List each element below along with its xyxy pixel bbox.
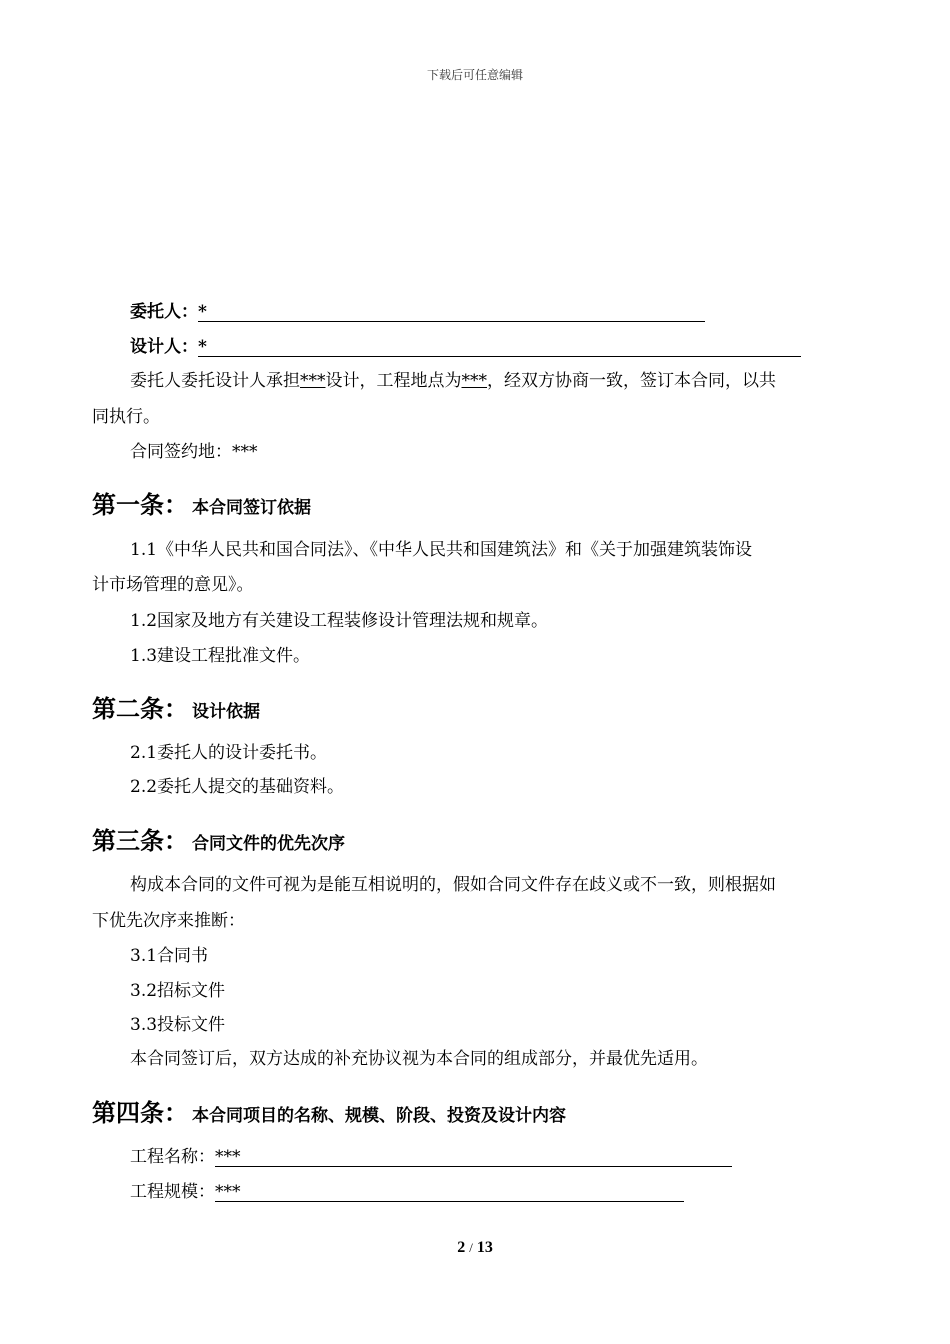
article-3-number: 第三条： — [92, 826, 188, 855]
article-3-line-1: 构成本合同的文件可视为是能互相说明的，假如合同文件存在歧义或不一致，则根据如 — [130, 875, 776, 895]
page-header-note: 下载后可任意编辑 — [426, 68, 523, 82]
project-scale-line — [130, 1181, 684, 1203]
article-3-title: 合同文件的优先次序 — [192, 834, 345, 854]
article-4-number: 第四条： — [92, 1098, 188, 1127]
article-3-line-5: 3.3投标文件 — [130, 1015, 226, 1035]
article-1-title: 本合同签订依据 — [192, 498, 311, 518]
article-2-line-2: 2.2委托人提交的基础资料。 — [130, 777, 345, 797]
project-name-value: *** — [215, 1146, 732, 1167]
intro-text-b: 设计，工程地点为 — [325, 371, 462, 391]
article-2-title: 设计依据 — [192, 702, 260, 722]
intro-paragraph-line1 — [130, 370, 776, 392]
article-1-line-2: 计市场管理的意见》。 — [92, 575, 254, 595]
designer-label: 设计人： — [130, 337, 198, 357]
article-3-line-6: 本合同签订后，双方达成的补充协议视为本合同的组成部分，并最优先适用。 — [130, 1049, 708, 1069]
intro-text-a: 委托人委托设计人承担 — [130, 371, 300, 391]
intro-text-c: ，经双方协商一致，签订本合同，以共 — [487, 371, 776, 391]
project-name-label: 工程名称： — [130, 1147, 215, 1167]
article-4-heading — [92, 1093, 566, 1128]
project-name-line — [130, 1146, 732, 1168]
article-1-heading — [92, 485, 311, 520]
intro-location-placeholder: *** — [461, 371, 487, 391]
article-2-line-1: 2.1委托人的设计委托书。 — [130, 743, 328, 763]
page-number — [0, 1239, 950, 1257]
article-2-number: 第二条： — [92, 694, 188, 723]
article-1-line-3: 1.2国家及地方有关建设工程装修设计管理法规和规章。 — [130, 611, 549, 631]
article-4-title: 本合同项目的名称、规模、阶段、投资及设计内容 — [192, 1106, 566, 1126]
intro-project-placeholder: *** — [300, 371, 326, 391]
project-scale-label: 工程规模： — [130, 1182, 215, 1202]
page-total: 13 — [476, 1239, 493, 1256]
client-line — [130, 301, 705, 323]
project-scale-value: *** — [215, 1181, 684, 1202]
intro-paragraph-line2: 同执行。 — [92, 407, 160, 427]
article-3-line-4: 3.2招标文件 — [130, 981, 226, 1001]
designer-line — [130, 336, 801, 358]
article-1-line-4: 1.3建设工程批准文件。 — [130, 646, 311, 666]
article-3-line-3: 3.1合同书 — [130, 946, 209, 966]
article-3-heading — [92, 821, 345, 856]
article-1-number: 第一条： — [92, 490, 188, 519]
designer-value: * — [198, 336, 801, 357]
article-3-line-2: 下优先次序来推断： — [92, 911, 245, 931]
article-2-heading — [92, 689, 260, 724]
sign-place: 合同签约地：*** — [130, 442, 258, 462]
page-separator: / — [469, 1240, 473, 1255]
client-label: 委托人： — [130, 302, 198, 322]
article-1-line-1: 1.1《中华人民共和国合同法》、《中华人民共和国建筑法》和《关于加强建筑装饰设 — [130, 540, 753, 560]
client-value: * — [198, 301, 705, 322]
page-current: 2 — [457, 1239, 466, 1256]
